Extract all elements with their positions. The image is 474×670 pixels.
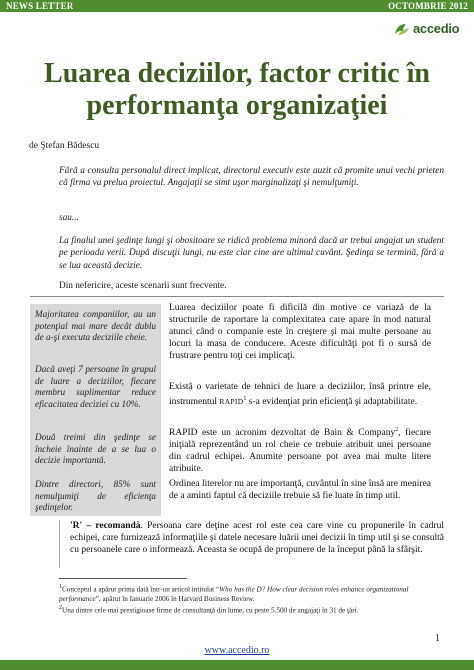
footnote-ref-2[interactable]: 2 — [395, 427, 399, 433]
intro-scenario-2: La finalul unei şedinţe lungi şi obositoare se ridică problema minoră dacă ar trebui angajat un student pe perioada verii. După discuţii lungi, nu este clar cine are ultimul cuvânt. Şedinţa se termină, fără a se lua această decizie. — [59, 236, 444, 271]
body-paragraph-3: RAPID este un acronim dezvoltat de Bain & Company$^2$, fiecare iniţială reprezentând un rol cheie ce trebuie atribuit unei persoane din cadrul echipei. Anumite persoane pot avea mai multe litere atribuite. — [169, 427, 431, 475]
sidebar-fact: Dacă aveţi 7 persoane în grupul de luare a deciziilor, fiecare membru suplimentar reduce eficacitatea deciziei cu 10%. — [35, 364, 156, 409]
sidebar-fact: Două treimi din şedinţe se încheie înainte de a se lua o decizie importantă. — [35, 432, 156, 466]
footer-band — [0, 660, 474, 670]
footnote-1: $^1$Conceptul a apărut prima dată într-un articol intitulat “Who has the D? How clear decision roles enhance organizational performance”, apărut în Ianuarie 2006 în Harvard Business Review. — [59, 584, 409, 603]
article-title — [30, 58, 444, 122]
intro-conclusion: Din nefericire, aceste scenarii sunt frecvente. — [59, 281, 227, 291]
logo-mark-icon — [394, 22, 410, 36]
logo-text: accedio — [413, 21, 460, 36]
issue-date: OCTOMBRIE 2012 — [388, 1, 468, 11]
page-number: 1 — [435, 633, 440, 644]
accedio-logo — [394, 20, 466, 38]
body-paragraph-2: Există o varietate de tehnici de luare a deciziilor, însă printre ele, instrumentul RAPID$^1$ s-a evidenţiat prin eficienţă şi adaptabilitate. — [169, 382, 431, 408]
newsletter-label: NEWS LETTER — [6, 1, 74, 11]
intro-scenario-1: Fără a consulta personalul direct implicat, directorul executiv este auzit că promite unui vechi prieten că firma va prelua proiectul. Angajaţii se simt uşor marginalizaţi şi nemulţumiţi. — [59, 166, 444, 189]
rapid-term: RAPID — [219, 397, 244, 407]
footnote-ref-1[interactable]: 1 — [243, 396, 247, 403]
footnote-1-article-title: Who has the D? How clear decision roles enhance organizational performance — [59, 585, 409, 603]
title-line-1: Luarea deciziilor, factor critic în — [44, 58, 430, 89]
header-band — [0, 0, 474, 12]
sidebar-fact: Majoritatea companiilor, au un potenţial mai mare decât dublu de a-şi executa deciziile cheie. — [35, 309, 156, 343]
role-r-heading: 'R' – recomandă — [70, 521, 141, 531]
section-divider — [30, 296, 444, 297]
footnote-separator — [59, 578, 187, 579]
statistics-sidebar — [30, 304, 161, 516]
author-byline: de Ştefan Bădescu — [29, 141, 100, 151]
role-r-text: . Persoana care deţine acest rol este cea care vine cu propunerile în cadrul echipei, care furnizează informaţiile şi datele necesare luării unei decizii în timp util şi se consultă cu persoanele care o informează. Aceasta se ocupă de propunere de la început până la sfârşit. — [70, 521, 444, 556]
footnote-2: $^2$Una dintre cele mai prestigioase firme de consultanţă din lume, cu peste 5.500 de angajaţi în 31 de ţări. — [59, 605, 359, 615]
website-link[interactable]: www.accedio.ro — [204, 645, 270, 656]
body-paragraph-1: Luarea deciziilor poate fi dificilă din motive ce variază de la structurile de raportare la complexitatea care apare în mod natural atunci când o companie este în creştere şi mai multe persoane au locuri la masa de conducere. Aceste dificultăţi pot fi o sursă de frustrare pentru toţi cei implicaţi. — [169, 303, 431, 362]
intro-or: sau... — [59, 213, 79, 223]
body-paragraph-4: Ordinea literelor nu are importanţă, cuvântul în sine însă are menirea de a aminti faptul că deciziile trebuie să fie luate în timp util. — [169, 479, 431, 502]
sidebar-fact: Dintre directori, 85% sunt nemulţumiţi de eficienţa şedinţelor. — [35, 479, 156, 513]
role-r-description — [59, 520, 444, 568]
title-line-2: performanţa organizaţiei — [86, 90, 388, 121]
